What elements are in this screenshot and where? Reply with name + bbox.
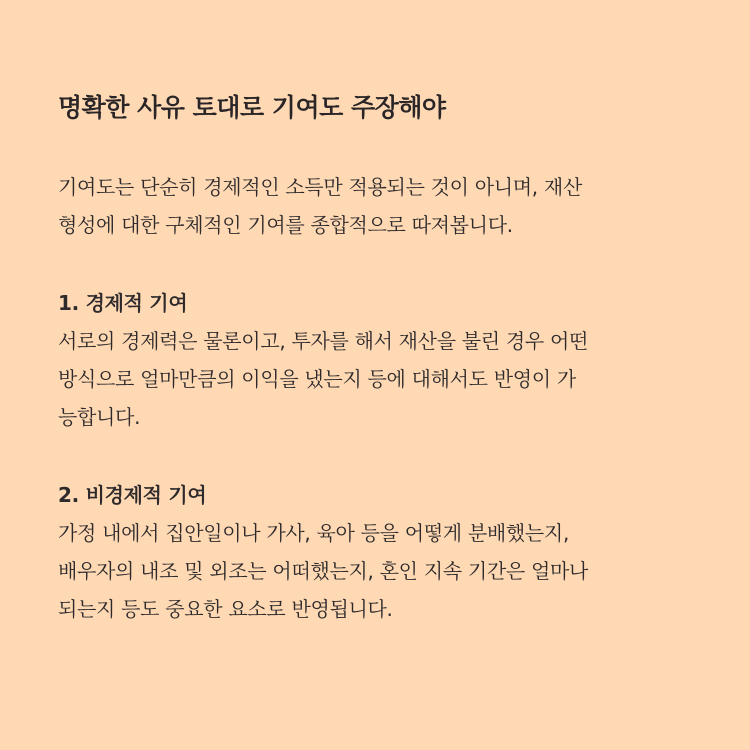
intro-line: 기여도는 단순히 경제적인 소득만 적용되는 것이 아니며, 재산	[58, 175, 582, 199]
section-heading: 1. 경제적 기여	[58, 291, 188, 315]
section-line: 능합니다.	[58, 405, 141, 429]
page-title: 명확한 사유 토대로 기여도 주장해야	[58, 93, 446, 122]
intro-paragraph	[58, 168, 694, 244]
section-non-economic-contribution	[58, 476, 694, 628]
section-line: 가정 내에서 집안일이나 가사, 육아 등을 어떻게 분배했는지,	[58, 521, 569, 545]
section-line: 배우자의 내조 및 외조는 어떠했는지, 혼인 지속 기간은 얼마나	[58, 559, 589, 583]
section-heading: 2. 비경제적 기여	[58, 483, 207, 507]
section-line: 서로의 경제력은 물론이고, 투자를 해서 재산을 불린 경우 어떤	[58, 329, 589, 353]
section-economic-contribution	[58, 284, 694, 436]
section-line: 방식으로 얼마만큼의 이익을 냈는지 등에 대해서도 반영이 가	[58, 367, 576, 391]
section-line: 되는지 등도 중요한 요소로 반영됩니다.	[58, 597, 393, 621]
intro-line: 형성에 대한 구체적인 기여를 종합적으로 따져봅니다.	[58, 213, 513, 237]
